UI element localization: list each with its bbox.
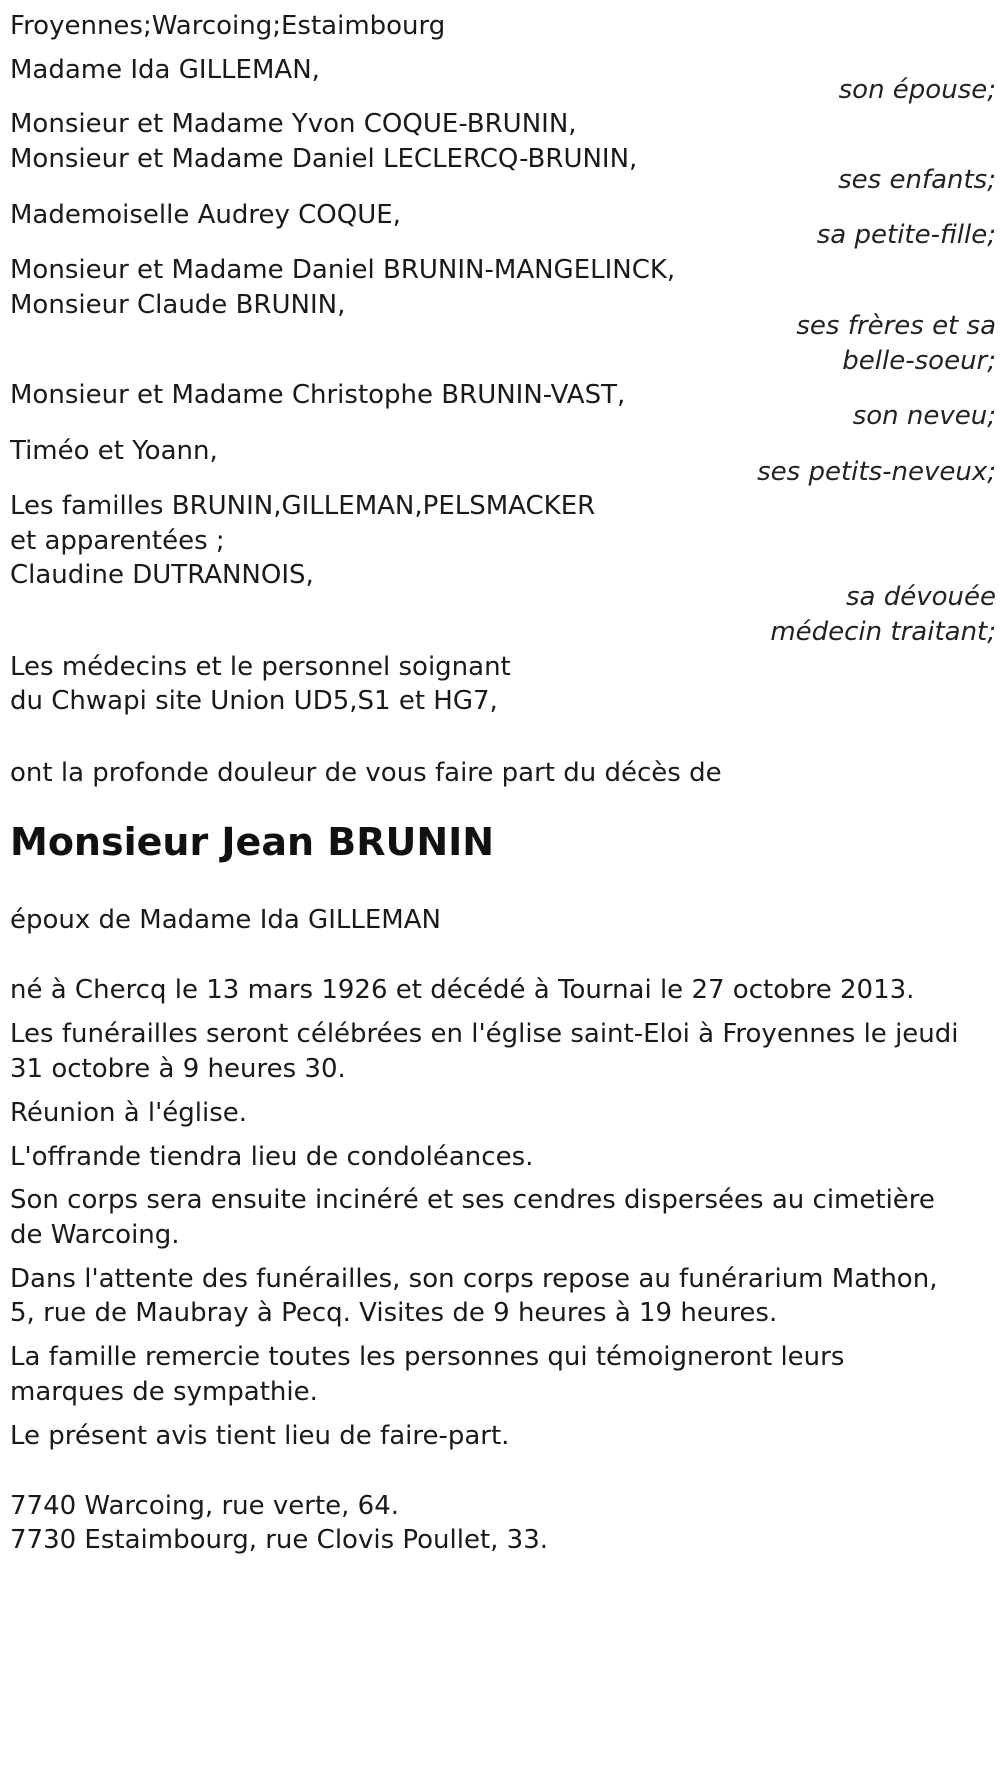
- spouse-line: époux de Madame Ida GILLEMAN: [10, 905, 441, 935]
- family-line: Les familles BRUNIN,GILLEMAN,PELSMACKER: [10, 491, 596, 521]
- family-line: Monsieur et Madame Daniel BRUNIN-MANGELINCK,: [10, 255, 676, 285]
- relation-label: ses petits-neveux;: [757, 457, 996, 487]
- family-line: Mademoiselle Audrey COQUE,: [10, 200, 401, 230]
- relation-label: belle-soeur;: [842, 346, 996, 376]
- address-line: 7740 Warcoing, rue verte, 64.: [10, 1491, 400, 1521]
- detail-line: Réunion à l'église.: [10, 1098, 248, 1128]
- relation-label: son épouse;: [838, 75, 996, 105]
- family-line: Madame Ida GILLEMAN,: [10, 55, 320, 85]
- detail-line: de Warcoing.: [10, 1220, 180, 1250]
- detail-line: né à Chercq le 13 mars 1926 et décédé à Tournai le 27 octobre 2013.: [10, 975, 915, 1005]
- family-line: Claudine DUTRANNOIS,: [10, 560, 314, 590]
- detail-line: Le présent avis tient lieu de faire-part.: [10, 1421, 510, 1451]
- address-line: 7730 Estaimbourg, rue Clovis Poullet, 33.: [10, 1525, 549, 1555]
- family-line: Monsieur et Madame Christophe BRUNIN-VAST,: [10, 380, 626, 410]
- detail-line: Dans l'attente des funérailles, son corps repose au funérarium Mathon,: [10, 1264, 938, 1294]
- family-line: et apparentées ;: [10, 526, 225, 556]
- relation-label: ses enfants;: [838, 165, 996, 195]
- announcement: ont la profonde douleur de vous faire part du décès de: [10, 758, 722, 788]
- detail-line: Son corps sera ensuite incinéré et ses cendres dispersées au cimetière: [10, 1185, 935, 1215]
- detail-line: 5, rue de Maubray à Pecq. Visites de 9 heures à 19 heures.: [10, 1298, 778, 1328]
- detail-line: La famille remercie toutes les personnes qui témoigneront leurs: [10, 1342, 845, 1372]
- family-line: du Chwapi site Union UD5,S1 et HG7,: [10, 686, 498, 716]
- relation-label: son neveu;: [852, 401, 996, 431]
- relation-label: sa dévouée: [845, 582, 996, 612]
- family-line: Monsieur et Madame Daniel LECLERCQ-BRUNIN,: [10, 144, 638, 174]
- family-line: Monsieur Claude BRUNIN,: [10, 290, 346, 320]
- family-line: Timéo et Yoann,: [10, 436, 218, 466]
- relation-label: ses frères et sa: [796, 311, 996, 341]
- detail-line: 31 octobre à 9 heures 30.: [10, 1054, 346, 1084]
- deceased-name: Monsieur Jean BRUNIN: [10, 820, 495, 864]
- places-header: Froyennes;Warcoing;Estaimbourg: [10, 11, 446, 41]
- relation-label: sa petite-fille;: [816, 220, 996, 250]
- family-line: Les médecins et le personnel soignant: [10, 652, 511, 682]
- detail-line: L'offrande tiendra lieu de condoléances.: [10, 1142, 534, 1172]
- detail-line: marques de sympathie.: [10, 1377, 318, 1407]
- relation-label: médecin traitant;: [770, 617, 996, 647]
- family-line: Monsieur et Madame Yvon COQUE-BRUNIN,: [10, 109, 577, 139]
- detail-line: Les funérailles seront célébrées en l'église saint-Eloi à Froyennes le jeudi: [10, 1019, 959, 1049]
